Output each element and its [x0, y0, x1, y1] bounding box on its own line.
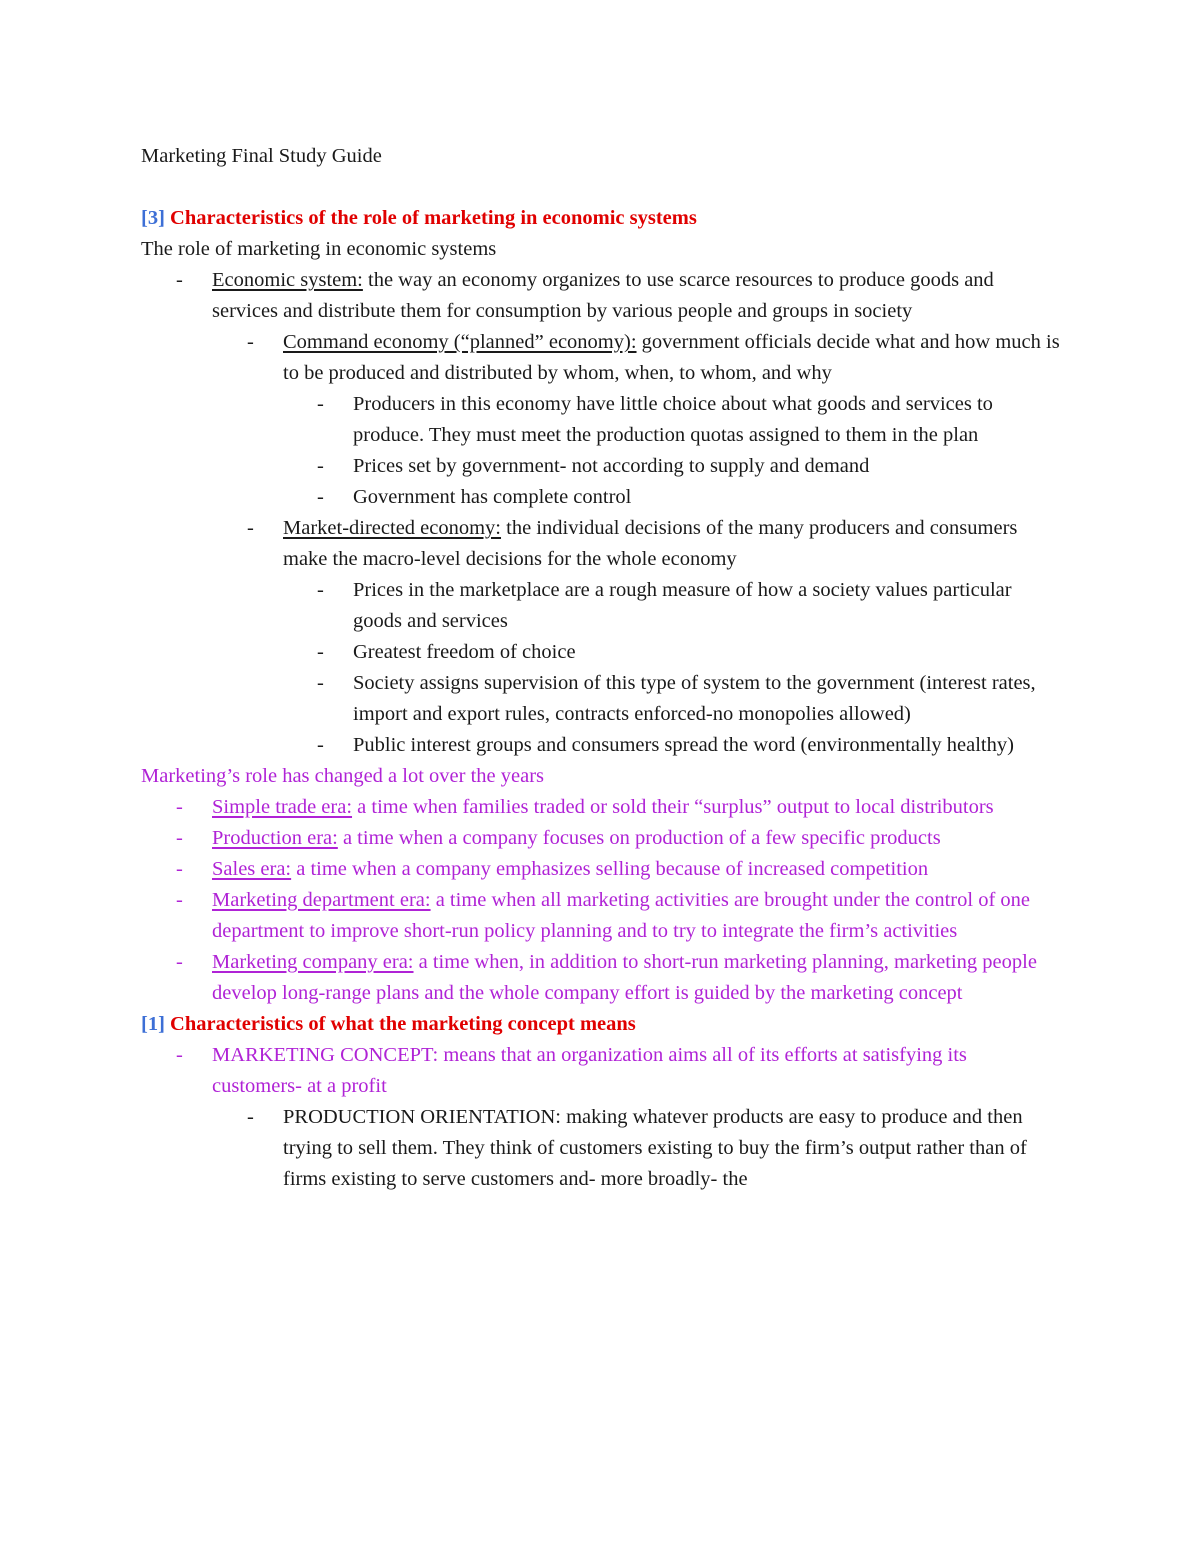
term: Sales era: [212, 858, 292, 880]
section-number: [3] [141, 207, 165, 229]
section-heading-marketing-concept [141, 1009, 1061, 1040]
dash-bullet: - [176, 858, 183, 880]
eras-intro: Marketing’s role has changed a lot over the years [141, 765, 545, 787]
dash-bullet: - [247, 1106, 254, 1128]
list-item [141, 389, 1061, 451]
section-heading-role-of-marketing [141, 203, 1061, 234]
dash-bullet: - [176, 951, 183, 973]
definition: a time when a company focuses on production of a few specific products [337, 827, 941, 849]
term: Simple trade era: [212, 796, 353, 818]
marketing-concept-list [141, 1040, 1061, 1195]
dash-bullet: - [176, 1044, 183, 1066]
item-text: Prices set by government- not according to supply and demand [353, 455, 870, 477]
item-text: PRODUCTION ORIENTATION: making whatever products are easy to produce and then trying to sell them. They think of customers existing to buy the firm’s output rather than of firms existing to serve customers and- more broadly- the [283, 1106, 1027, 1190]
dash-bullet: - [247, 331, 254, 353]
definition: the individual decisions of the many producers and consumers make the macro-level decisions for the whole economy [283, 517, 1018, 570]
item-text: Prices in the marketplace are a rough measure of how a society values particular goods and services [353, 579, 1012, 632]
section-heading-text: Characteristics of the role of marketing in economic systems [170, 207, 697, 229]
definition: a time when a company emphasizes selling because of increased competition [291, 858, 929, 880]
dash-bullet: - [317, 672, 324, 694]
term: Marketing company era: [212, 951, 414, 973]
dash-bullet: - [176, 889, 183, 911]
economic-systems-list [141, 265, 1061, 761]
list-item-simple-trade-era [141, 792, 1061, 823]
document-body [141, 141, 1061, 1195]
list-item [141, 575, 1061, 637]
term: Production era: [212, 827, 338, 849]
item-text: Public interest groups and consumers spread the word (environmentally healthy) [353, 734, 1014, 756]
list-item [141, 637, 1061, 668]
marketing-eras-list [141, 792, 1061, 1009]
list-item-production-orientation [141, 1102, 1061, 1195]
list-item-economic-system [141, 265, 1061, 327]
list-item [141, 668, 1061, 730]
list-item-marketing-concept [141, 1040, 1061, 1102]
dash-bullet: - [317, 641, 324, 663]
list-item [141, 482, 1061, 513]
list-item [141, 451, 1061, 482]
item-text: Producers in this economy have little choice about what goods and services to produce. They must meet the production quotas assigned to them in the plan [353, 393, 993, 446]
definition: a time when families traded or sold their “surplus” output to local distributors [352, 796, 994, 818]
item-text: Government has complete control [353, 486, 632, 508]
term: Marketing department era: [212, 889, 431, 911]
document-title: Marketing Final Study Guide [141, 145, 382, 167]
list-item-command-economy [141, 327, 1061, 389]
term: Command economy (“planned” economy): [283, 331, 637, 353]
dash-bullet: - [176, 269, 183, 291]
dash-bullet: - [317, 455, 324, 477]
definition: the way an economy organizes to use scarce resources to produce goods and services and distribute them for consumption by various people and groups in society [212, 269, 994, 322]
section-number: [1] [141, 1013, 165, 1035]
term: Market-directed economy: [283, 517, 502, 539]
list-item-market-directed-economy [141, 513, 1061, 575]
dash-bullet: - [317, 734, 324, 756]
dash-bullet: - [317, 579, 324, 601]
list-item-sales-era [141, 854, 1061, 885]
term: Economic system: [212, 269, 363, 291]
section-heading-text: Characteristics of what the marketing concept means [170, 1013, 636, 1035]
item-text: Greatest freedom of choice [353, 641, 576, 663]
dash-bullet: - [317, 486, 324, 508]
dash-bullet: - [176, 827, 183, 849]
definition: government officials decide what and how much is to be produced and distributed by whom, when, to whom, and why [283, 331, 1060, 384]
definition: a time when all marketing activities are brought under the control of one department to improve short-run policy planning and to try to integrate the firm’s activities [212, 889, 1031, 942]
dash-bullet: - [317, 393, 324, 415]
list-item [141, 730, 1061, 761]
dash-bullet: - [247, 517, 254, 539]
dash-bullet: - [176, 796, 183, 818]
item-text: Society assigns supervision of this type of system to the government (interest rates, import and export rules, contracts enforced-no monopolies allowed) [353, 672, 1036, 725]
list-item-marketing-department-era [141, 885, 1061, 947]
list-item-production-era [141, 823, 1061, 854]
item-text: MARKETING CONCEPT: means that an organization aims all of its efforts at satisfying its customers- at a profit [212, 1044, 967, 1097]
list-item-marketing-company-era [141, 947, 1061, 1009]
definition: a time when, in addition to short-run marketing planning, marketing people develop long-range plans and the whole company effort is guided by the marketing concept [212, 951, 1037, 1004]
section-intro: The role of marketing in economic systems [141, 238, 497, 260]
